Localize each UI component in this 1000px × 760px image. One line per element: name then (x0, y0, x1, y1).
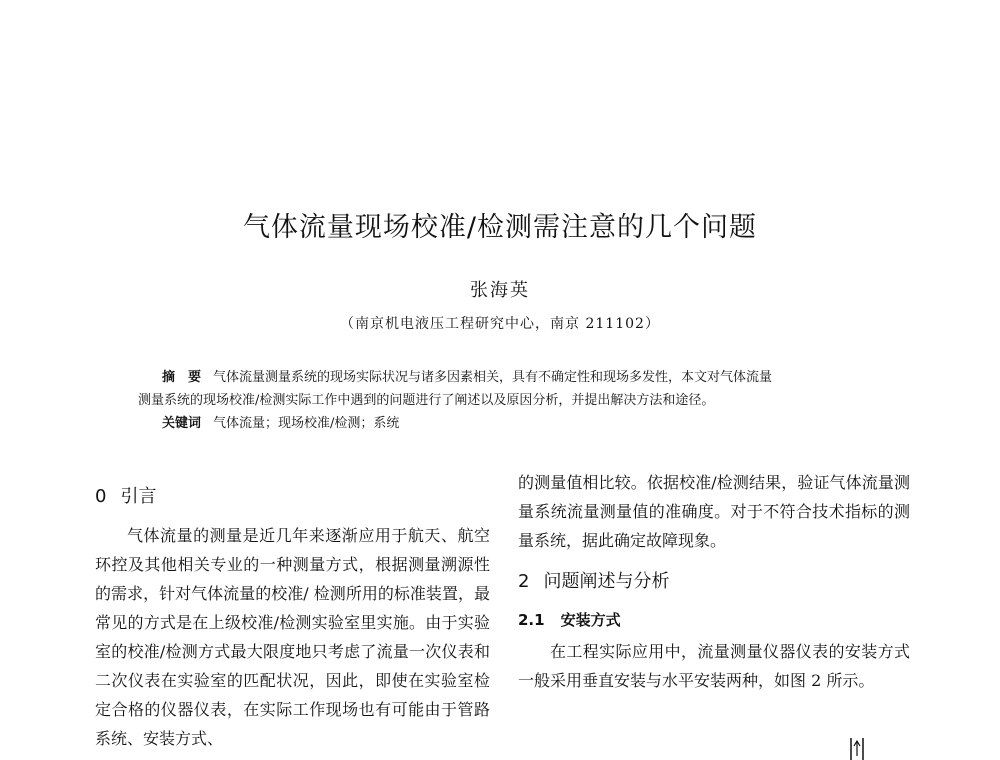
abstract-line-1 (138, 366, 878, 389)
continued-paragraph: 的测量值相比较。依据校准/检测结果，验证气体流量测量系统流量测量值的准确度。对于不符合技术指标的测量系统，据此确定故障现象。 (518, 473, 910, 550)
abstract-text-1: 气体流量测量系统的现场实际状况与诸多因素相关，具有不确定性和现场多发性，本文对气体流量 (213, 370, 773, 385)
abstract-line-2: 测量系统的现场校准/检测实际工作中遇到的问题进行了阐述以及原因分析，并提出解决方法和途径。 (138, 393, 715, 408)
keywords-label: 关键词 (162, 416, 202, 431)
section-2-number: 2 (518, 571, 530, 592)
section-0-title: 引言 (120, 486, 157, 507)
left-column (95, 478, 490, 753)
section-2-1-paragraph: 在工程实际应用中，流量测量仪器仪表的安装方式一般采用垂直安装与水平安装两种，如图 2 所示。 (518, 642, 910, 690)
keywords-line (138, 412, 878, 435)
abstract-block (138, 366, 878, 435)
section-2-heading (518, 567, 910, 596)
keywords-text: 气体流量；现场校准/检测；系统 (213, 416, 400, 431)
author-affiliation: （南京机电液压工程研究中心，南京 211102） (340, 316, 660, 332)
section-0-paragraph: 气体流量的测量是近几年来逐渐应用于航天、航空环控及其他相关专业的一种测量方式，根据测量溯源性的需求，针对气体流量的校准/ 检测所用的标准装置，最常见的方式是在上级校准/检测实验室里实施。由于实验室的校准/检测方式最大限度地只考虑了流量一次仪表和二次仪表在实验室的匹配状况，因此，即使在实验室检定合格的仪器仪表，在实际工作现场也有可能由于管路系统、安装方式、 (95, 526, 490, 748)
section-0-heading (95, 482, 490, 511)
section-2-title: 问题阐述与分析 (543, 571, 670, 592)
right-column (518, 468, 910, 695)
paper-title: 气体流量现场校准/检测需注意的几个问题 (242, 212, 758, 243)
section-0-number: 0 (95, 486, 107, 507)
abstract-label: 摘 要 (162, 370, 202, 385)
section-2-1-number: 2.1 (518, 611, 545, 629)
author-name: 张海英 (470, 280, 530, 301)
figure-fragment (848, 736, 866, 760)
section-2-1-heading (518, 606, 910, 635)
section-2-1-title: 安装方式 (560, 611, 621, 629)
